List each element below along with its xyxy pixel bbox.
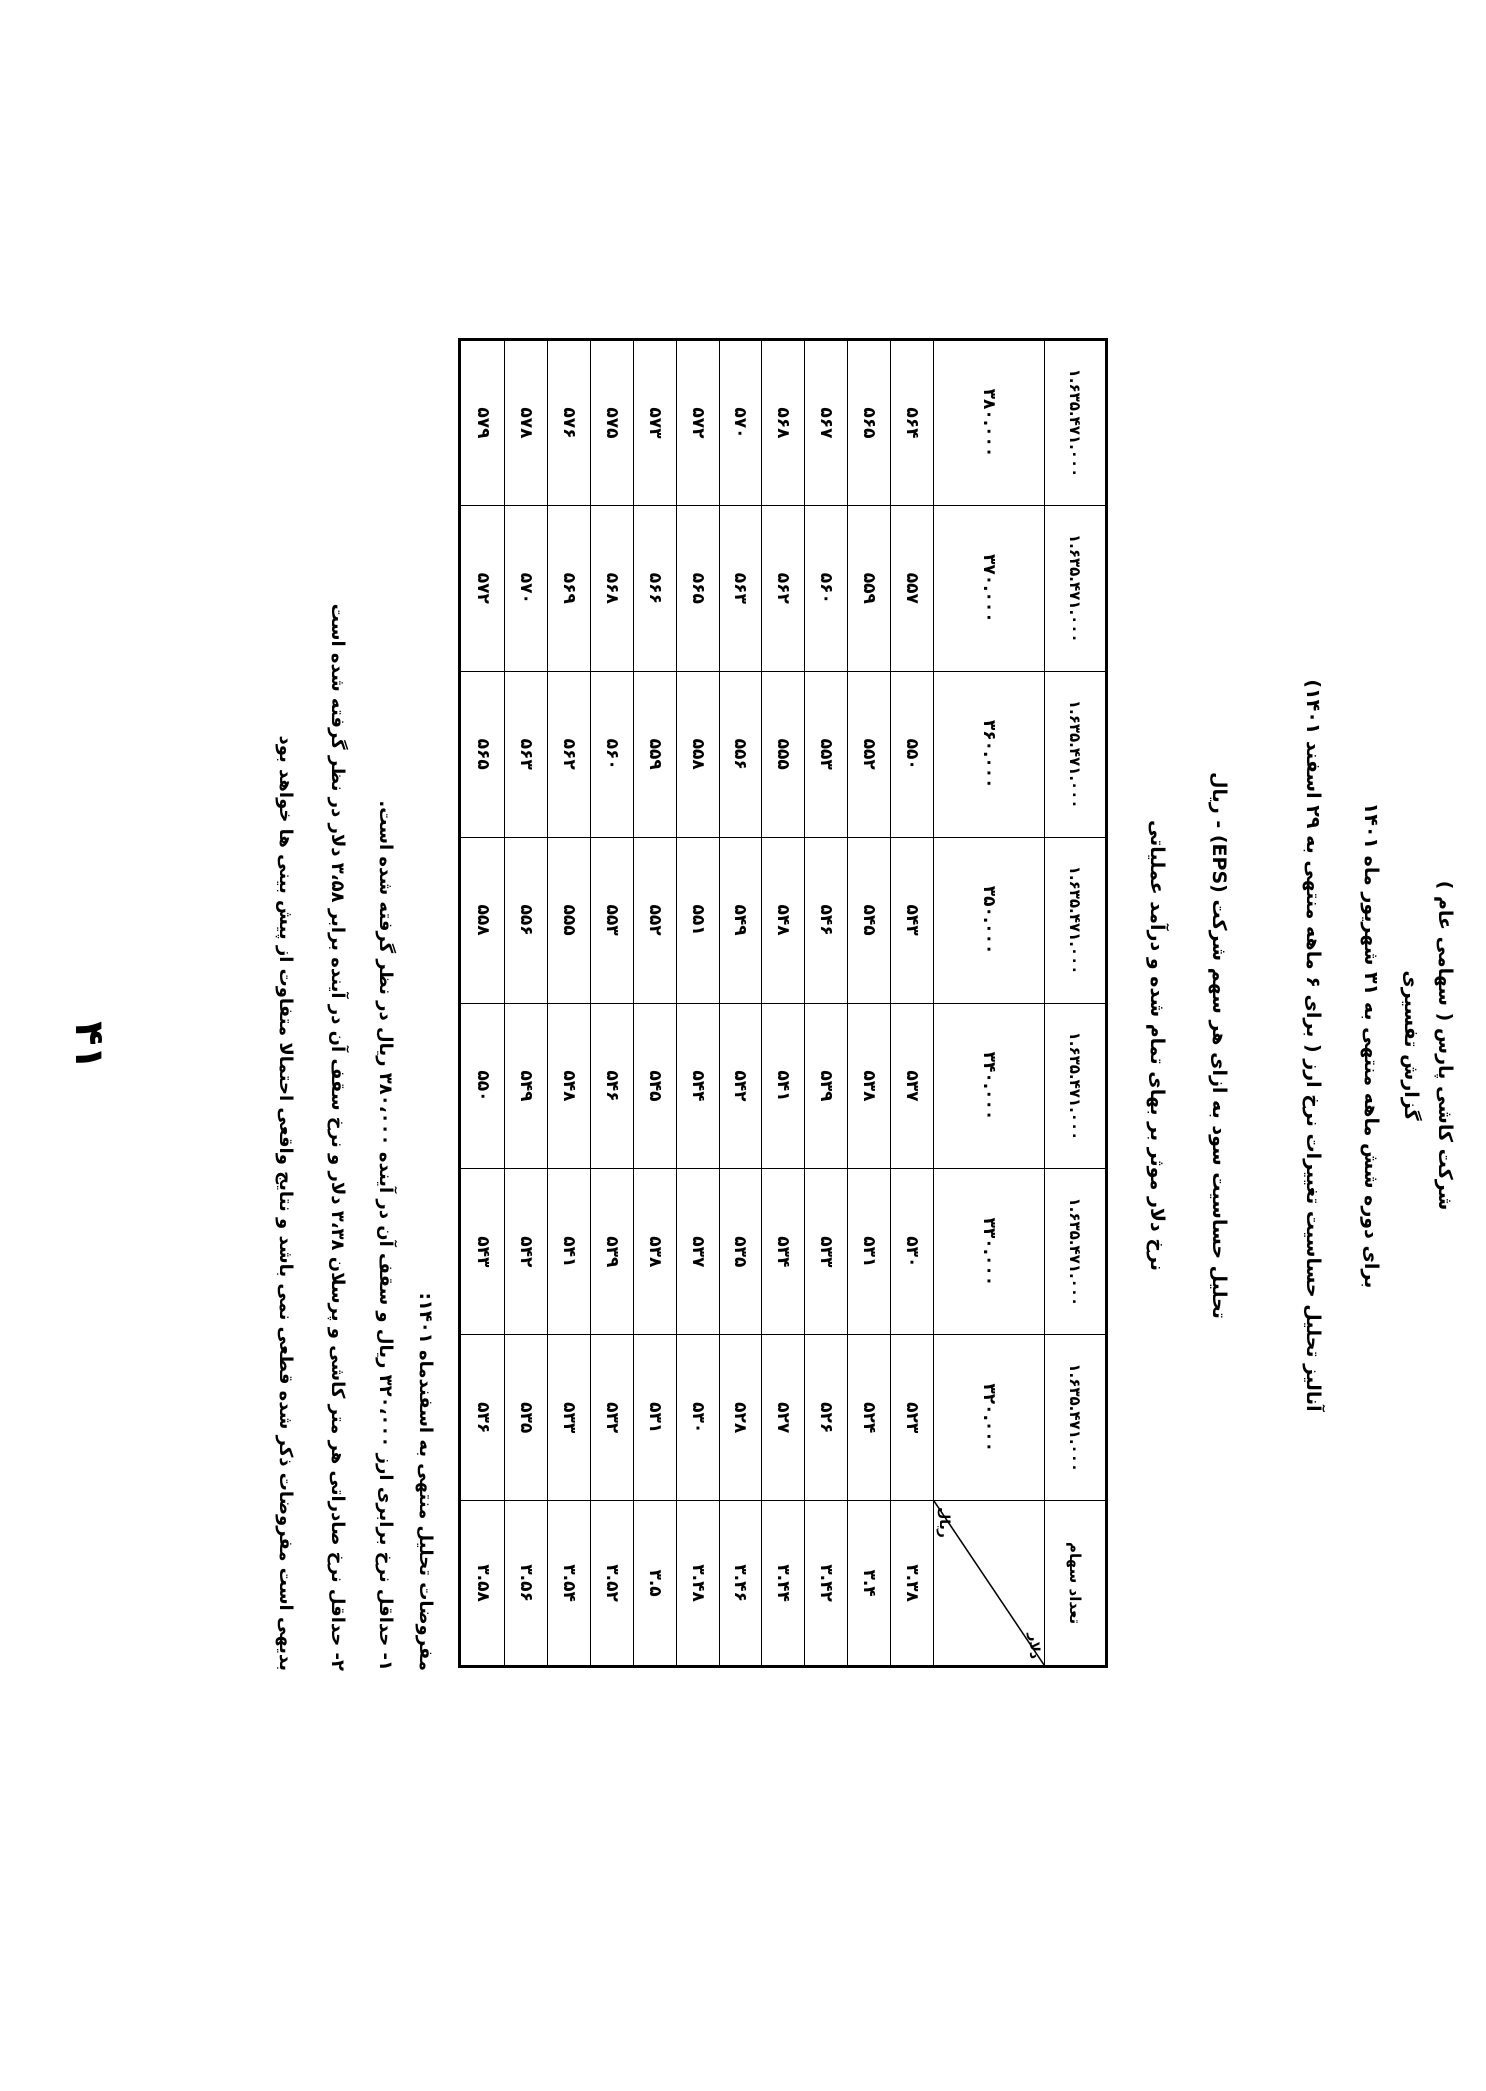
eps-value-cell: ۵۳۰ xyxy=(676,1335,719,1501)
eps-value-cell: ۵۴۵ xyxy=(633,1003,676,1169)
diag-label-rial: ریال xyxy=(936,1507,952,1538)
rial-rate-cell: ۳۴۰.۰۰۰ xyxy=(934,1003,1045,1169)
eps-value-cell: ۵۶۵ xyxy=(676,505,719,671)
eps-value-cell: ۵۶۹ xyxy=(547,505,590,671)
eps-value-cell: ۵۵۸ xyxy=(676,671,719,837)
dollar-rate-cell: ۳.۵۲ xyxy=(590,1501,633,1667)
eps-value-cell: ۵۳۴ xyxy=(762,1169,805,1335)
eps-value-cell: ۵۳۹ xyxy=(805,1003,848,1169)
eps-value-cell: ۵۶۵ xyxy=(460,671,505,837)
dollar-rate-cell: ۳.۴۶ xyxy=(719,1501,762,1667)
eps-row xyxy=(505,340,548,1667)
eps-value-cell: ۵۶۸ xyxy=(762,340,805,506)
share-count-cell: ۱.۶۳۵.۴۷۱.۰۰۰ xyxy=(1045,340,1107,506)
dollar-rate-cell: ۳.۴ xyxy=(848,1501,891,1667)
diag-label-dollar: دلار xyxy=(1026,1633,1042,1659)
dollar-rate-cell: ۳.۳۸ xyxy=(891,1501,934,1667)
eps-value-cell: ۵۴۸ xyxy=(762,837,805,1003)
share-count-cell: ۱.۶۳۵.۴۷۱.۰۰۰ xyxy=(1045,837,1107,1003)
eps-value-cell: ۵۳۵ xyxy=(505,1335,548,1501)
eps-value-cell: ۵۳۳ xyxy=(805,1169,848,1335)
eps-value-cell: ۵۵۲ xyxy=(633,837,676,1003)
report-period: برای دوره شش ماهه منتهی به ۳۱ شهریور ماه ۱۴۰۱ xyxy=(1360,802,1382,1289)
eps-value-cell: ۵۷۳ xyxy=(633,340,676,506)
eps-value-cell: ۵۶۵ xyxy=(848,340,891,506)
share-count-cell: ۱.۶۳۵.۴۷۱.۰۰۰ xyxy=(1045,1335,1107,1501)
eps-value-cell: ۵۵۸ xyxy=(460,837,505,1003)
rial-rate-cell: ۳۳۰.۰۰۰ xyxy=(934,1169,1045,1335)
eps-value-cell: ۵۳۹ xyxy=(590,1169,633,1335)
assumption-1: ۱- حداقل نرخ برابری ارز ۳۲۰،۰۰۰ ریال و سقف آن در آینده ۳۸۰،۰۰۰ ریال در نظر گرفته شده است. xyxy=(375,800,396,1671)
eps-value-cell: ۵۴۶ xyxy=(805,837,848,1003)
eps-value-cell: ۵۴۹ xyxy=(719,837,762,1003)
eps-value-cell: ۵۷۲ xyxy=(676,340,719,506)
assumptions-heading: مفروضات تحلیل منتهی به اسفندماه ۱۴۰۱: xyxy=(415,1292,436,1671)
eps-value-cell: ۵۵۶ xyxy=(505,837,548,1003)
eps-value-cell: ۵۲۸ xyxy=(719,1335,762,1501)
eps-value-cell: ۵۵۵ xyxy=(762,671,805,837)
dollar-rate-cell: ۳.۴۲ xyxy=(805,1501,848,1667)
eps-value-cell: ۵۳۳ xyxy=(547,1335,590,1501)
eps-row xyxy=(762,340,805,1667)
eps-value-cell: ۵۴۱ xyxy=(547,1169,590,1335)
eps-value-cell: ۵۶۰ xyxy=(590,671,633,837)
eps-value-cell: ۵۷۸ xyxy=(505,340,548,506)
eps-value-cell: ۵۵۰ xyxy=(891,671,934,837)
dollar-rate-cell: ۳.۴۴ xyxy=(762,1501,805,1667)
eps-value-cell: ۵۴۱ xyxy=(762,1003,805,1169)
eps-value-cell: ۵۶۳ xyxy=(505,671,548,837)
eps-value-cell: ۵۵۱ xyxy=(676,837,719,1003)
eps-value-cell: ۵۷۰ xyxy=(719,340,762,506)
eps-value-cell: ۵۶۳ xyxy=(719,505,762,671)
eps-value-cell: ۵۷۵ xyxy=(590,340,633,506)
eps-value-cell: ۵۵۶ xyxy=(719,671,762,837)
diagonal-header xyxy=(934,1501,1044,1665)
eps-row xyxy=(633,340,676,1667)
eps-value-cell: ۵۷۹ xyxy=(460,340,505,506)
table-title: تحلیل حساسیت سود به ازای هر سهم شرکت (EPS) - ریال xyxy=(1208,772,1230,1319)
diagonal-header-cell xyxy=(934,1501,1045,1667)
eps-value-cell: ۵۲۷ xyxy=(762,1335,805,1501)
share-count-cell: ۱.۶۳۵.۴۷۱.۰۰۰ xyxy=(1045,505,1107,671)
eps-value-cell: ۵۳۲ xyxy=(590,1335,633,1501)
share-count-cell: ۱.۶۳۵.۴۷۱.۰۰۰ xyxy=(1045,671,1107,837)
eps-value-cell: ۵۶۰ xyxy=(805,505,848,671)
eps-value-cell: ۵۴۳ xyxy=(891,837,934,1003)
eps-value-cell: ۵۴۴ xyxy=(676,1003,719,1169)
eps-value-cell: ۵۳۵ xyxy=(719,1169,762,1335)
eps-value-cell: ۵۶۶ xyxy=(633,505,676,671)
eps-row xyxy=(460,340,505,1667)
eps-value-cell: ۵۴۸ xyxy=(547,1003,590,1169)
eps-value-cell: ۵۳۱ xyxy=(848,1169,891,1335)
eps-value-cell: ۵۴۵ xyxy=(848,837,891,1003)
eps-row xyxy=(547,340,590,1667)
eps-value-cell: ۵۶۷ xyxy=(805,340,848,506)
rial-rate-cell: ۳۵۰.۰۰۰ xyxy=(934,837,1045,1003)
eps-value-cell: ۵۴۶ xyxy=(590,1003,633,1169)
disclaimer: بدیهی است مفروضات ذکر شده قطعی نمی باشد و نتایج واقعی احتمالا متفاوت از پیش بینی ها خواهد بود xyxy=(275,735,296,1671)
eps-value-cell: ۵۲۴ xyxy=(848,1335,891,1501)
eps-value-cell: ۵۶۸ xyxy=(590,505,633,671)
rial-rate-row xyxy=(934,340,1045,1667)
eps-value-cell: ۵۳۷ xyxy=(891,1003,934,1169)
share-count-cell: ۱.۶۳۵.۴۷۱.۰۰۰ xyxy=(1045,1169,1107,1335)
eps-value-cell: ۵۴۲ xyxy=(719,1003,762,1169)
eps-value-cell: ۵۲۶ xyxy=(805,1335,848,1501)
eps-value-cell: ۵۳۶ xyxy=(460,1335,505,1501)
eps-value-cell: ۵۶۲ xyxy=(762,505,805,671)
share-count-label: تعداد سهام xyxy=(1045,1501,1107,1667)
eps-row xyxy=(590,340,633,1667)
eps-value-cell: ۵۵۷ xyxy=(891,505,934,671)
share-count-row xyxy=(1045,340,1107,1667)
eps-value-cell: ۵۵۹ xyxy=(848,505,891,671)
analysis-title: آنالیز تحلیل حساسیت تغییرات نرخ ارز ( برای ۶ ماهه منتهی به ۲۹ اسفند ۱۴۰۱) xyxy=(1302,679,1324,1412)
share-count-cell: ۱.۶۳۵.۴۷۱.۰۰۰ xyxy=(1045,1003,1107,1169)
eps-value-cell: ۵۷۲ xyxy=(460,505,505,671)
rial-rate-cell: ۳۲۰.۰۰۰ xyxy=(934,1335,1045,1501)
eps-value-cell: ۵۵۲ xyxy=(848,671,891,837)
eps-value-cell: ۵۳۰ xyxy=(891,1169,934,1335)
dollar-rate-cell: ۳.۵۸ xyxy=(460,1501,505,1667)
dollar-rate-cell: ۳.۵۶ xyxy=(505,1501,548,1667)
eps-value-cell: ۵۴۳ xyxy=(460,1169,505,1335)
eps-value-cell: ۵۵۰ xyxy=(460,1003,505,1169)
eps-value-cell: ۵۵۵ xyxy=(547,837,590,1003)
eps-row xyxy=(805,340,848,1667)
eps-value-cell: ۵۴۲ xyxy=(505,1169,548,1335)
eps-value-cell: ۵۵۳ xyxy=(805,671,848,837)
eps-value-cell: ۵۴۹ xyxy=(505,1003,548,1169)
table-subtitle: نرخ دلار موثر بر بهای تمام شده و درآمد عملیاتی xyxy=(1146,819,1168,1272)
eps-value-cell: ۵۳۱ xyxy=(633,1335,676,1501)
eps-value-cell: ۵۷۰ xyxy=(505,505,548,671)
eps-value-cell: ۵۵۳ xyxy=(590,837,633,1003)
rial-rate-cell: ۳۷۰.۰۰۰ xyxy=(934,505,1045,671)
company-name: شرکت کاشی پارس ( سهامی عام ) xyxy=(1434,880,1456,1211)
eps-value-cell: ۵۷۶ xyxy=(547,340,590,506)
rial-rate-cell: ۳۶۰.۰۰۰ xyxy=(934,671,1045,837)
eps-value-cell: ۵۶۴ xyxy=(891,340,934,506)
dollar-rate-cell: ۳.۵ xyxy=(633,1501,676,1667)
report-type: گزارش تفسیری xyxy=(1400,970,1422,1121)
eps-value-cell: ۵۳۸ xyxy=(848,1003,891,1169)
eps-row xyxy=(676,340,719,1667)
eps-sensitivity-table xyxy=(458,338,1108,1668)
dollar-rate-cell: ۳.۵۴ xyxy=(547,1501,590,1667)
eps-row xyxy=(719,340,762,1667)
page-number: ۴۱ xyxy=(66,1021,112,1070)
rial-rate-cell: ۳۸۰.۰۰۰ xyxy=(934,340,1045,506)
assumption-2: ۲- حداقل نرخ صادراتی هر متر کاشی و پرسلان ۳،۳۸ دلار و نرخ سقف آن در آینده برابر ۳،۵۸ دلار در نظر گرفته شده است xyxy=(327,603,348,1671)
eps-rows xyxy=(460,340,934,1667)
eps-row xyxy=(848,340,891,1667)
dollar-rate-cell: ۳.۴۸ xyxy=(676,1501,719,1667)
eps-value-cell: ۵۵۹ xyxy=(633,671,676,837)
eps-row xyxy=(891,340,934,1667)
eps-value-cell: ۵۲۳ xyxy=(891,1335,934,1501)
eps-value-cell: ۵۳۸ xyxy=(633,1169,676,1335)
eps-value-cell: ۵۳۷ xyxy=(676,1169,719,1335)
eps-value-cell: ۵۶۲ xyxy=(547,671,590,837)
